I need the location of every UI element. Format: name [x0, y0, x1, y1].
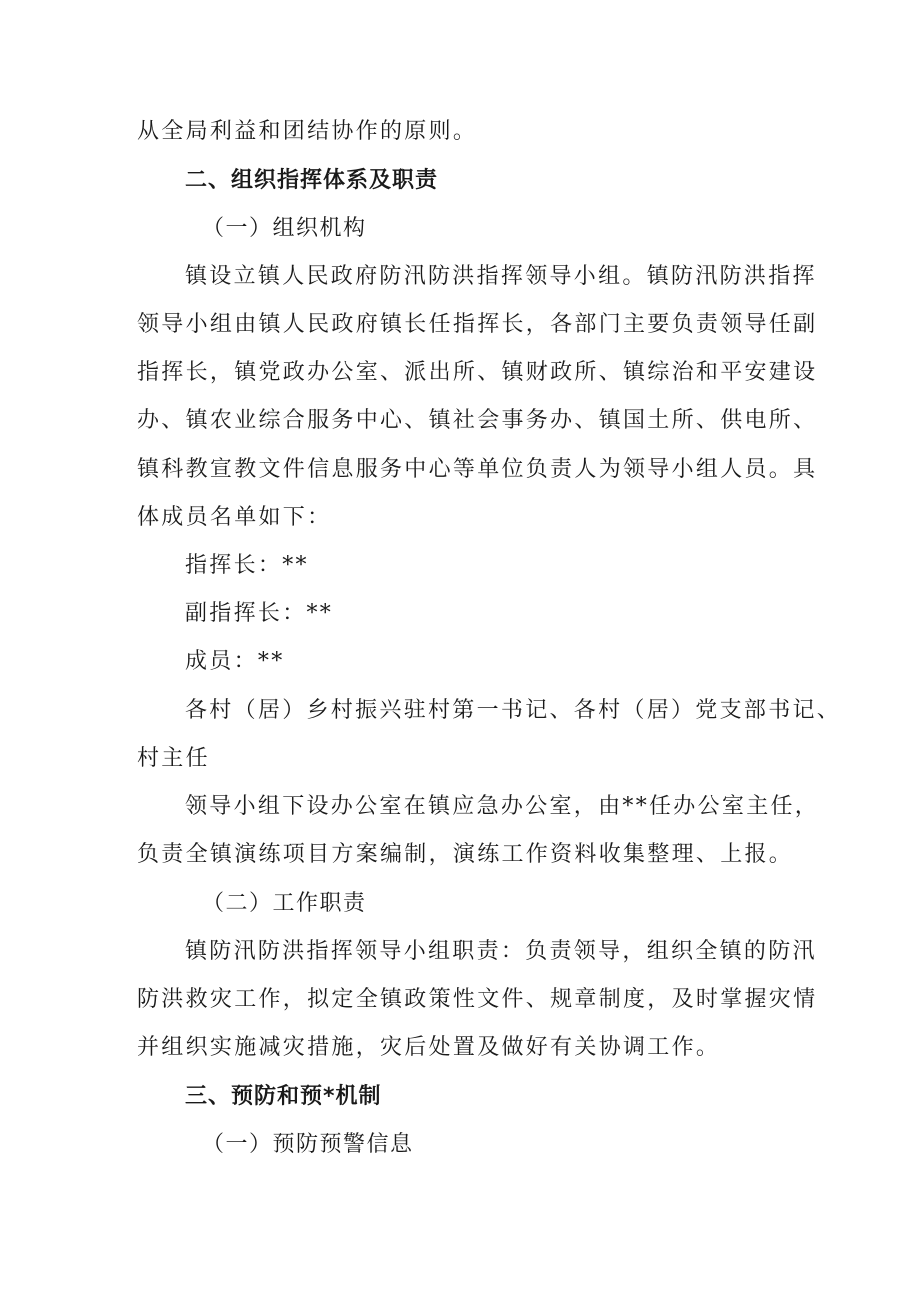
- paragraph-line: 领导小组由镇人民政府镇长任指挥长，各部门主要负责领导任副: [137, 312, 818, 337]
- paragraph-line: 防洪救灾工作，拟定全镇政策性文件、规章制度，及时掌握灾情: [137, 987, 818, 1012]
- paragraph-line: 镇科教宣教文件信息服务中心等单位负责人为领导小组人员。具: [137, 457, 818, 482]
- paragraph-line: 村主任: [137, 746, 210, 771]
- paragraph-line: 领导小组下设办公室在镇应急办公室，由**任办公室主任，: [185, 794, 820, 819]
- paragraph-line: 指挥长，镇党政办公室、派出所、镇财政所、镇综治和平安建设: [137, 360, 818, 385]
- section-heading: 三、预防和预*机制: [185, 1084, 382, 1109]
- paragraph-line: 负责全镇演练项目方案编制，演练工作资料收集整理、上报。: [137, 842, 794, 867]
- paragraph-line: 从全局利益和团结协作的原则。: [137, 119, 478, 144]
- paragraph-line: 并组织实施减灾措施，灾后处置及做好有关协调工作。: [137, 1035, 721, 1060]
- member-line: 指挥长：**: [185, 553, 309, 578]
- subsection-heading: （一）预防预警信息: [202, 1132, 414, 1157]
- paragraph-line: 镇设立镇人民政府防汛防洪指挥领导小组。镇防汛防洪指挥: [185, 264, 817, 289]
- subsection-heading: （一）组织机构: [202, 216, 367, 241]
- paragraph-line: 各村（居）乡村振兴驻村第一书记、各村（居）党支部书记、: [185, 698, 842, 723]
- section-heading: 二、组织指挥体系及职责: [185, 168, 439, 193]
- subsection-heading: （二）工作职责: [202, 891, 367, 916]
- paragraph-line: 镇防汛防洪指挥领导小组职责：负责领导，组织全镇的防汛: [185, 939, 817, 964]
- member-line: 副指挥长：**: [185, 601, 334, 626]
- paragraph-line: 体成员名单如下：: [137, 505, 332, 530]
- paragraph-line: 办、镇农业综合服务中心、镇社会事务办、镇国土所、供电所、: [137, 408, 818, 433]
- member-line: 成员：**: [185, 649, 285, 674]
